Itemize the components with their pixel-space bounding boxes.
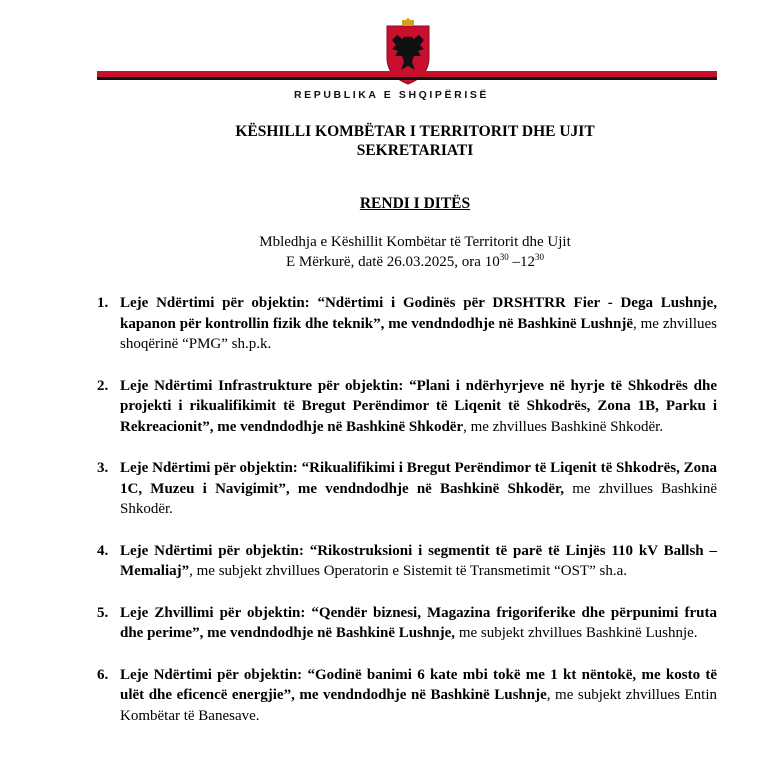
item-title: Leje Ndërtimi për objektin: “Rikostruksioni i segmentit të parë të Linjës 110 kV Ballsh – Memaliaj” (120, 542, 717, 579)
meeting-datetime: E Mërkurë, datë 26.03.2025, ora $10^{30}$ $-12^{30}$ (286, 252, 544, 270)
council-heading (0, 122, 783, 160)
agenda-items-list (97, 293, 717, 747)
item-number: 4. (97, 542, 109, 559)
item-developer: me subjekt zhvillues Bashkinë Lushnje. (455, 625, 698, 641)
agenda-item (97, 293, 717, 355)
item-number: 5. (97, 604, 109, 621)
item-number: 6. (97, 666, 109, 683)
item-developer: , me subjekt zhvillues Operatorin e Sistemit të Transmetimit “OST” sh.a. (189, 563, 627, 579)
secretariat-label: SEKRETARIATI (356, 142, 474, 159)
agenda-item (97, 603, 717, 644)
item-title: Leje Ndërtimi për objektin: “Ndërtimi i Godinës për DRSHTRR Fier - Dega Lushnje, kapanon për kontrollin fizik dhe teknik”, me vendndodhje në Bashkinë Lushnjë (120, 295, 717, 332)
item-developer: me zhvillues Bashkinë Shkodër. (120, 480, 717, 517)
agenda-item (97, 376, 717, 438)
item-title: Leje Zhvillimi për objektin: “Qendër biznesi, Magazina frigoriferike dhe përpunimi fruta dhe perime”, me vendndodhje në Bashkinë Lushnje, (120, 604, 717, 641)
agenda-item (97, 541, 717, 582)
item-developer: , me zhvillues shoqërinë “PMG” sh.p.k. (120, 315, 717, 352)
item-title: Leje Ndërtimi për objektin: “Godinë banimi 6 kate mbi tokë me 1 kt nëntokë, me kosto të ulët dhe eficencë energjie”, me vendndodhje në Bashkinë Lushnje (120, 666, 717, 703)
item-number: 3. (97, 460, 109, 476)
meeting-info (0, 232, 783, 272)
item-number: 2. (97, 377, 109, 394)
agenda-title: RENDI I DITËS (359, 195, 471, 212)
agenda-item (97, 458, 717, 520)
item-developer: , me subjekt zhvillues Entin Kombëtar të Banesave. (120, 687, 717, 724)
header-black-band (97, 77, 717, 80)
item-developer: , me zhvillues Bashkinë Shkodër. (463, 418, 664, 435)
agenda-item (97, 665, 717, 727)
item-number: 1. (97, 295, 109, 311)
item-title: Leje Ndërtimi Infrastrukture për objektin: “Plani i ndërhyrjeve në hyrje të Shkodrës dhe projekti i rikualifikimit të Bregut Perëndimor të Liqenit të Shkodrës, Zona 1B, Parku i Rekreacionit”, me vendndodhje në Bashkinë Shkodër (120, 377, 717, 435)
republic-label: REPUBLIKA E SHQIPËRISË (293, 89, 490, 101)
meeting-description: Mbledhja e Këshillit Kombëtar të Territorit dhe Ujit (259, 234, 571, 250)
item-title: Leje Ndërtimi për objektin: “Rikualifikimi i Bregut Perëndimor të Liqenit të Shkodrës, Zona 1C, Muzeu i Navigimit”, me vendndodhje në Bashkinë Shkodër, (120, 460, 717, 497)
council-name: KËSHILLI KOMBËTAR I TERRITORIT DHE UJIT (235, 123, 595, 140)
